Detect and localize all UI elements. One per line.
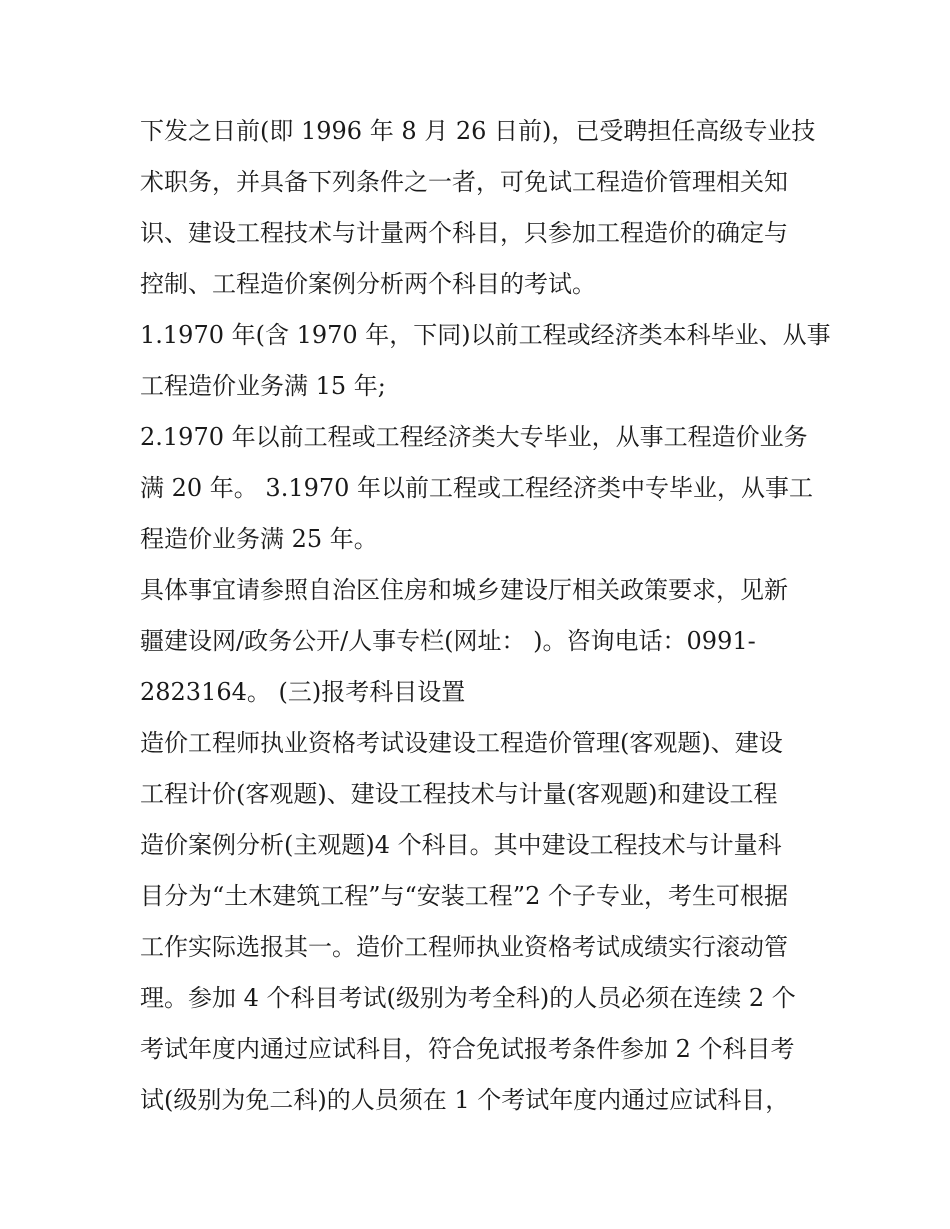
text-line: 理。参加 4 个科目考试(级别为考全科)的人员必须在连续 2 个: [140, 984, 796, 1012]
text-line: 工作实际选报其一。造价工程师执业资格考试成绩实行滚动管: [140, 933, 788, 961]
text-line: 工程计价(客观题)、建设工程技术与计量(客观题)和建设工程: [140, 780, 778, 808]
text-line: 具体事宜请参照自治区住房和城乡建设厅相关政策要求，见新: [140, 576, 788, 604]
text-line: 识、建设工程技术与计量两个科目，只参加工程造价的确定与: [140, 219, 788, 247]
text-line: 下发之日前(即 1996 年 8 月 26 日前)，已受聘担任高级专业技: [140, 117, 816, 145]
text-line: 术职务，并具备下列条件之一者，可免试工程造价管理相关知: [140, 168, 788, 196]
document-body: [140, 106, 831, 1126]
text-line: 工程造价业务满 15 年;: [140, 372, 386, 400]
text-line: 造价案例分析(主观题)4 个科目。其中建设工程技术与计量科: [140, 831, 782, 859]
text-line: 2823164。 (三)报考科目设置: [140, 678, 466, 706]
text-line: 目分为“土木建筑工程”与“安装工程”2 个子专业，考生可根据: [140, 882, 788, 910]
text-line: 造价工程师执业资格考试设建设工程造价管理(客观题)、建设: [140, 729, 783, 757]
text-line: 考试年度内通过应试科目，符合免试报考条件参加 2 个科目考: [140, 1035, 795, 1063]
text-line: 满 20 年。 3.1970 年以前工程或工程经济类中专毕业，从事工: [140, 474, 814, 502]
text-line: 1.1970 年(含 1970 年，下同)以前工程或经济类本科毕业、从事: [140, 321, 831, 349]
text-line: 程造价业务满 25 年。: [140, 525, 378, 553]
text-line: 2.1970 年以前工程或工程经济类大专毕业，从事工程造价业务: [140, 423, 808, 451]
text-line: 控制、工程造价案例分析两个科目的考试。: [140, 270, 596, 298]
text-line: 疆建设网/政务公开/人事专栏(网址： )。咨询电话：0991-: [140, 627, 756, 655]
text-line: 试(级别为免二科)的人员须在 1 个考试年度内通过应试科目，: [140, 1086, 790, 1114]
